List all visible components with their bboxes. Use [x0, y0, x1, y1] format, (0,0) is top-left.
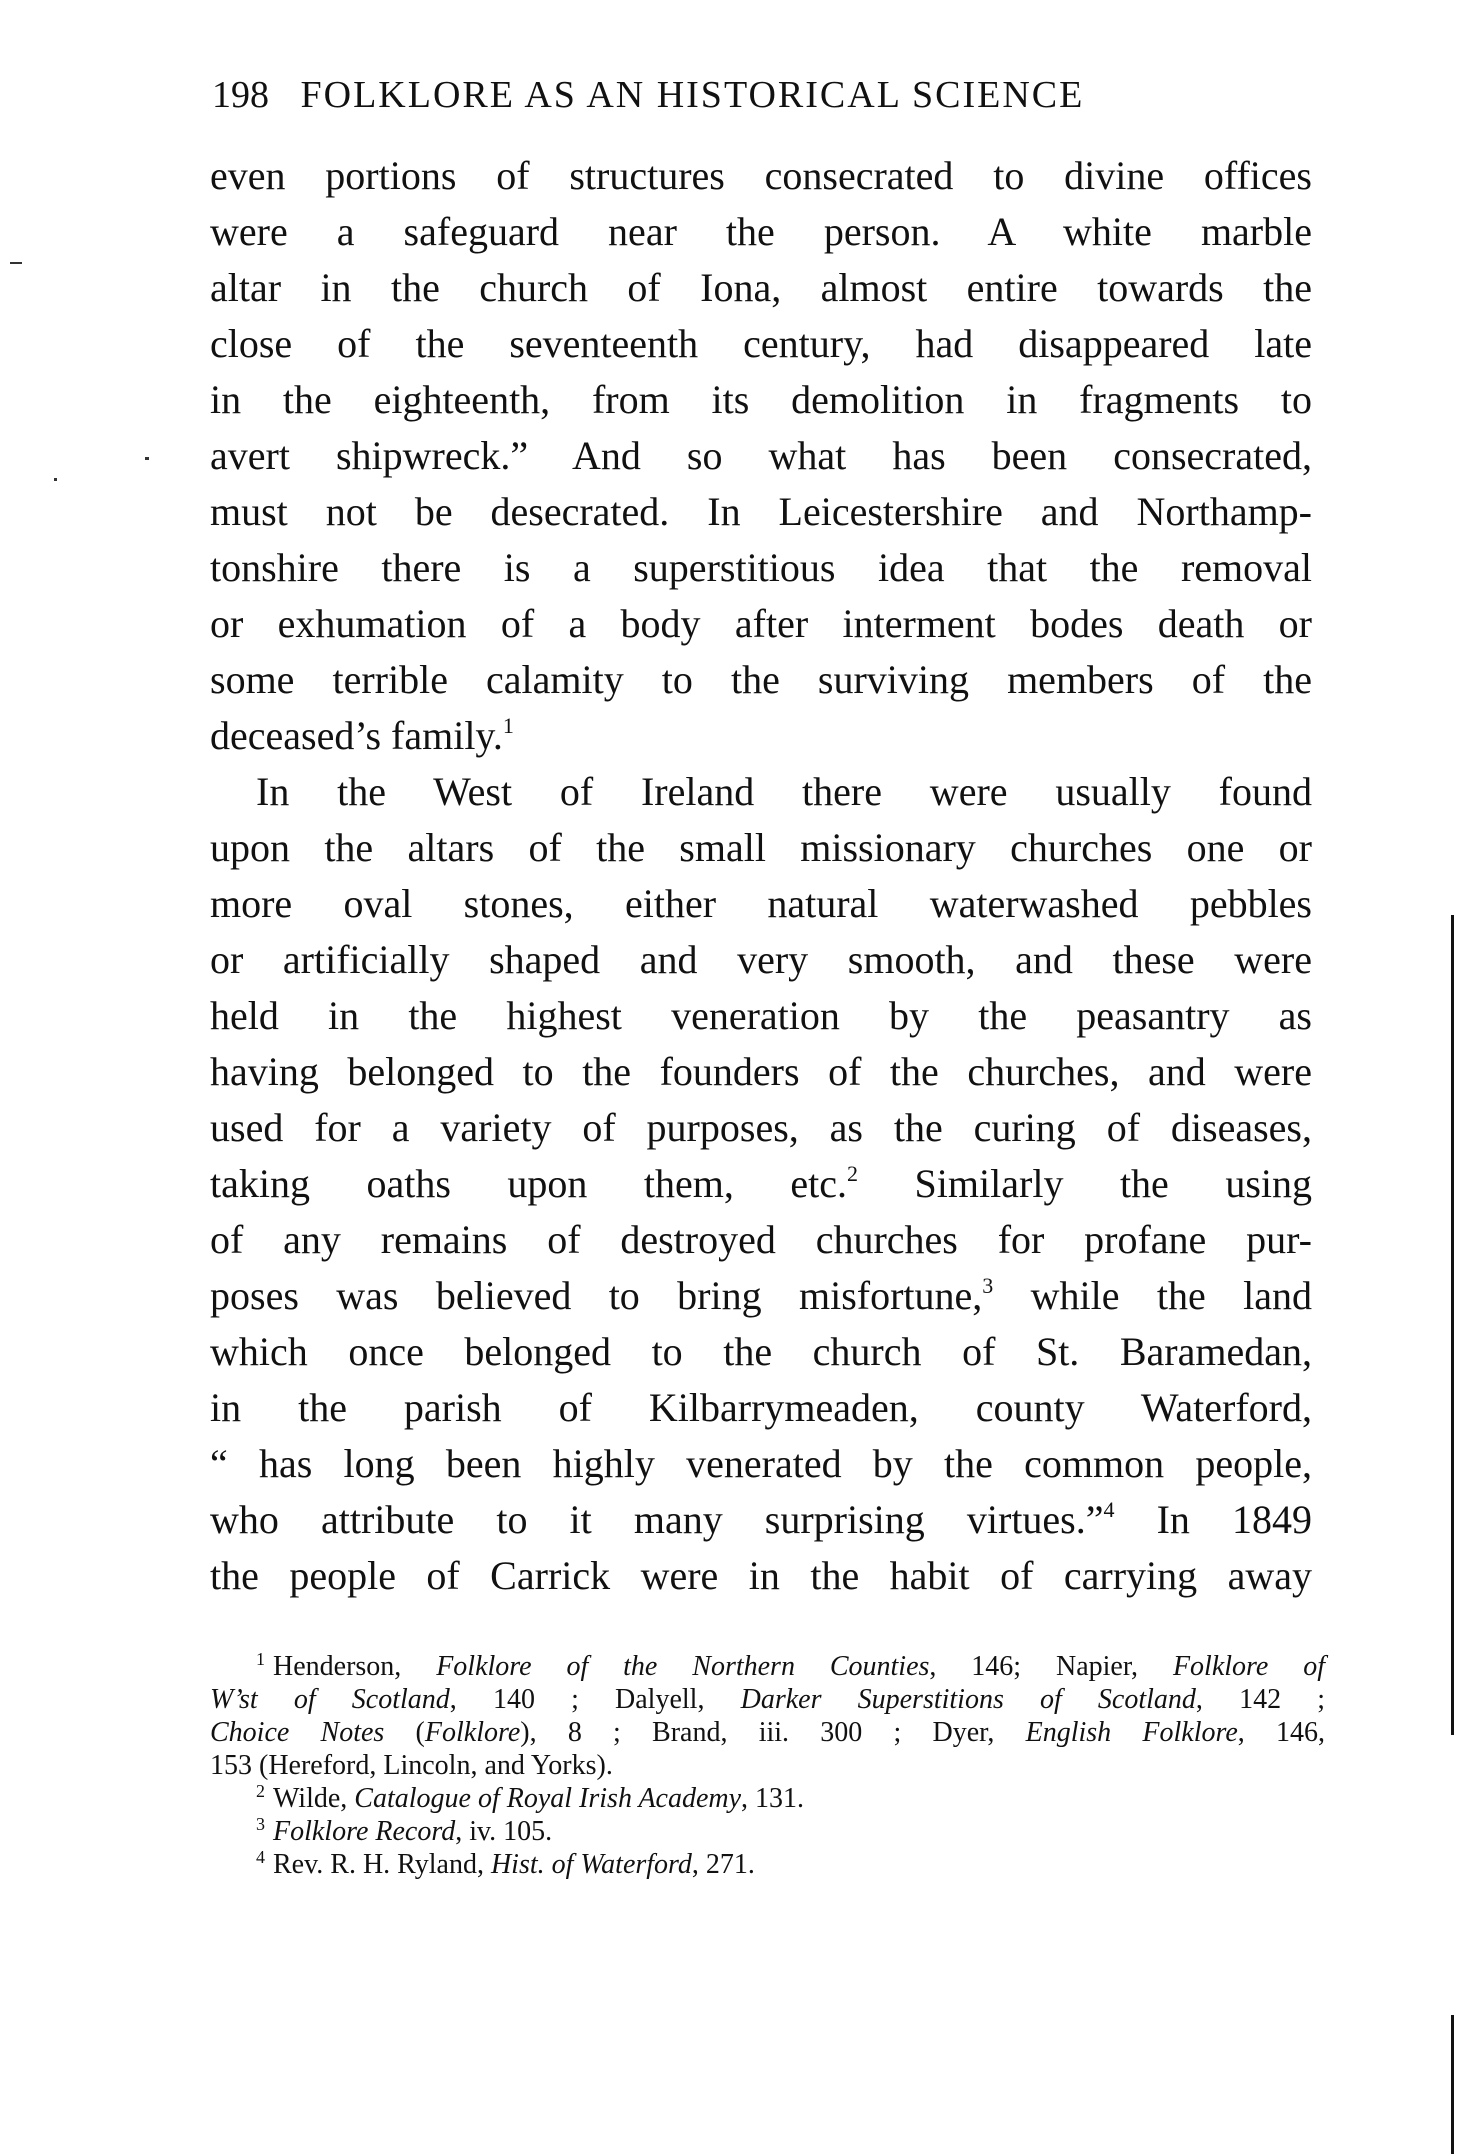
line-text: avert shipwreck.” And so what has been consecrated,: [210, 433, 1312, 478]
citation-title: Catalogue of Royal Irish Academy: [354, 1783, 742, 1814]
line-text: used for a variety of purposes, as the curing of diseases,: [210, 1105, 1312, 1150]
footnote-ref[interactable]: 3: [982, 1273, 994, 1298]
body-line: [210, 484, 1312, 540]
line-text: of any remains of destroyed churches for profane pur-: [210, 1217, 1312, 1262]
line-text: even portions of structures consecrated to divine offices: [210, 153, 1312, 198]
line-text: In the West of Ireland there were usually found: [256, 769, 1312, 814]
body-line: [210, 1268, 1312, 1324]
line-text: were a safeguard near the person. A white marble: [210, 209, 1312, 254]
body-line: [210, 1380, 1312, 1436]
footnote-text: , 142 ;: [1195, 1684, 1326, 1715]
line-text: deceased’s family.: [210, 713, 503, 758]
body-line: [210, 652, 1312, 708]
scan-edge-mark: [1451, 2015, 1454, 2154]
line-text: close of the seventeenth century, had disappeared late: [210, 321, 1312, 366]
footnote-text: ), 8 ; Brand, iii. 300 ; Dyer,: [520, 1717, 1026, 1748]
footnote-ref[interactable]: 1: [502, 713, 514, 738]
footnote-text: , 271.: [691, 1849, 755, 1880]
line-text: upon the altars of the small missionary churches one or: [210, 825, 1312, 870]
footnote-text: (: [384, 1717, 425, 1748]
scan-speck: [145, 457, 149, 460]
footnote-number: 1: [256, 1649, 265, 1669]
citation-title: Folklore of: [1172, 1651, 1326, 1682]
scan-speck: [10, 262, 22, 264]
body-line: [210, 932, 1312, 988]
body-line: [210, 708, 1312, 764]
citation-title: Folklore of the Northern Counties: [436, 1651, 930, 1682]
line-text: who attribute to it many surprising virtues.”: [210, 1497, 1104, 1542]
footnotes: [210, 1650, 1325, 1881]
line-text: altar in the church of Iona, almost entire towards the: [210, 265, 1312, 310]
body-line: [210, 316, 1312, 372]
line-text: some terrible calamity to the surviving members of the: [210, 657, 1312, 702]
line-text: Similarly the using: [858, 1161, 1313, 1206]
footnote-line: [210, 1782, 1325, 1815]
body-line: [210, 148, 1312, 204]
footnote-text: , 131.: [741, 1783, 805, 1814]
footnote-line: [210, 1683, 1325, 1716]
body-line: [210, 540, 1312, 596]
body-line: [210, 1324, 1312, 1380]
line-text: “ has long been highly venerated by the common people,: [210, 1441, 1312, 1486]
body-line: [210, 1436, 1312, 1492]
body-line: [210, 428, 1312, 484]
line-text: more oval stones, either natural waterwashed pebbles: [210, 881, 1312, 926]
line-text: taking oaths upon them, etc.: [210, 1161, 848, 1206]
footnote-text: Rev. R. H. Ryland,: [273, 1849, 491, 1880]
body-line: [210, 1212, 1312, 1268]
scan-edge-mark: [1451, 915, 1454, 1735]
footnote-line: [210, 1815, 1325, 1848]
footnote-line: [210, 1650, 1325, 1683]
body-line: [210, 764, 1312, 820]
body-line: [210, 988, 1312, 1044]
citation-title: Hist. of Waterford: [490, 1849, 692, 1880]
citation-title: W’st of Scotland: [210, 1684, 450, 1715]
citation-title: Choice Notes: [210, 1717, 385, 1748]
line-text: poses was believed to bring misfortune,: [210, 1273, 983, 1318]
footnote-line: [210, 1749, 1325, 1782]
footnote-number: 4: [256, 1847, 265, 1867]
body-line: [210, 204, 1312, 260]
line-text: In 1849: [1114, 1497, 1312, 1542]
line-text: tonshire there is a superstitious idea that the removal: [210, 545, 1312, 590]
line-text: must not be desecrated. In Leicestershire and Northamp-: [210, 489, 1312, 534]
line-text: in the parish of Kilbarrymeaden, county Waterford,: [210, 1385, 1312, 1430]
footnote-number: 3: [256, 1814, 265, 1834]
body-line: [210, 1492, 1312, 1548]
footnote-line: [210, 1716, 1325, 1749]
footnote-text: , iv. 105.: [455, 1816, 553, 1847]
footnote-text: , 146; Napier,: [929, 1651, 1173, 1682]
footnote-ref[interactable]: 4: [1103, 1497, 1115, 1522]
citation-title: Folklore: [424, 1717, 521, 1748]
body-line: [210, 1100, 1312, 1156]
line-text: the people of Carrick were in the habit of carrying away: [210, 1553, 1312, 1598]
line-text: or exhumation of a body after interment bodes death or: [210, 601, 1312, 646]
footnote-line: [210, 1848, 1325, 1881]
body-line: [210, 1548, 1312, 1604]
footnote-text: Henderson,: [273, 1651, 437, 1682]
line-text: in the eighteenth, from its demolition in fragments to: [210, 377, 1312, 422]
body-line: [210, 820, 1312, 876]
line-text: which once belonged to the church of St. Baramedan,: [210, 1329, 1312, 1374]
line-text: held in the highest veneration by the peasantry as: [210, 993, 1312, 1038]
footnote-ref[interactable]: 2: [847, 1161, 859, 1186]
scan-speck: [54, 478, 57, 481]
page-number: 198: [212, 74, 269, 116]
footnote-text: Wilde,: [273, 1783, 355, 1814]
line-text: while the land: [993, 1273, 1312, 1318]
body-line: [210, 596, 1312, 652]
footnote-number: 2: [256, 1781, 265, 1801]
footnote-text: 153 (Hereford, Lincoln, and Yorks).: [210, 1750, 613, 1781]
running-title: FOLKLORE AS AN HISTORICAL SCIENCE: [300, 74, 1085, 116]
body-line: [210, 1156, 1312, 1212]
footnote-text: , 146,: [1237, 1717, 1326, 1748]
line-text: or artificially shaped and very smooth, and these were: [210, 937, 1312, 982]
body-line: [210, 876, 1312, 932]
body-line: [210, 260, 1312, 316]
running-head: [212, 70, 1312, 120]
citation-title: Folklore Record: [273, 1816, 456, 1847]
body-line: [210, 1044, 1312, 1100]
citation-title: Darker Superstitions of Scotland: [740, 1684, 1196, 1715]
line-text: having belonged to the founders of the churches, and were: [210, 1049, 1312, 1094]
footnote-text: , 140 ; Dalyell,: [449, 1684, 741, 1715]
body-text: [210, 148, 1312, 1604]
citation-title: English Folklore: [1025, 1717, 1238, 1748]
body-line: [210, 372, 1312, 428]
